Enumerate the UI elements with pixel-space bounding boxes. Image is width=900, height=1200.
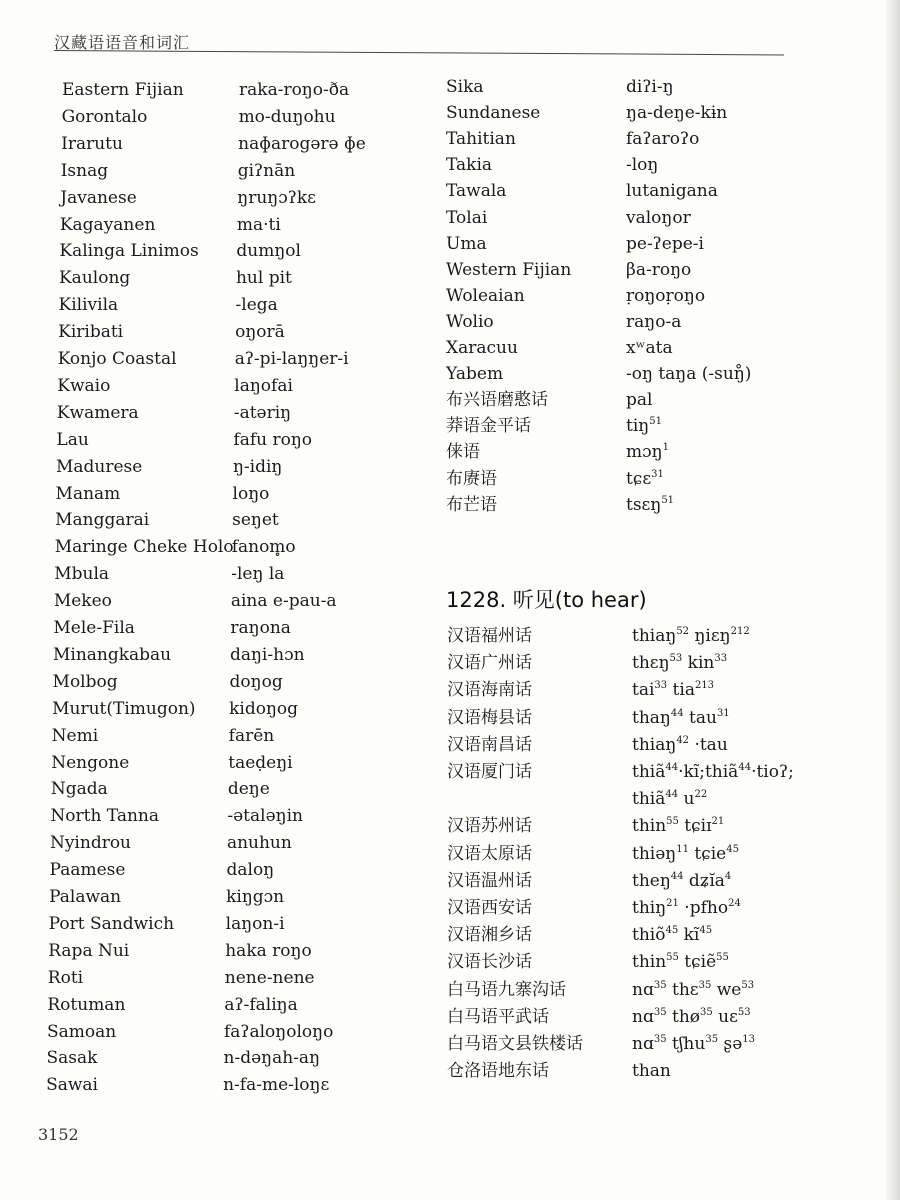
entry-row <box>447 898 741 918</box>
language-name: Rotuman <box>47 994 126 1015</box>
word-form: fanom̥o <box>231 537 296 558</box>
entry-row <box>55 456 283 477</box>
word-form: pal <box>626 390 653 411</box>
word-form: ŋ-idiŋ <box>232 456 283 477</box>
language-name: Xaracuu <box>446 338 518 358</box>
word-form: tɕɛ$^{31}$ <box>626 468 664 489</box>
entry-row <box>447 843 739 864</box>
word-form: ma·ti <box>236 214 281 235</box>
word-form: giʔnān <box>237 160 296 181</box>
word-form: thin$^{55}$ tɕiɪ$^{21}$ <box>632 816 725 837</box>
entry-row <box>57 375 293 396</box>
word-form: ṛoŋoṛoŋo <box>626 285 706 306</box>
entry-row <box>446 311 682 332</box>
entry-row <box>48 940 312 961</box>
language-name: Murut(Timugon) <box>52 698 196 719</box>
language-name: Ngada <box>50 779 108 800</box>
word-form: ŋruŋɔʔkɛ <box>237 187 316 208</box>
word-form: daŋi-hɔn <box>229 644 305 665</box>
entry-row <box>447 952 729 973</box>
word-form: n-fa-me-loŋɛ <box>223 1075 330 1096</box>
word-form: n-dəŋah-aŋ <box>223 1048 321 1069</box>
language-name: 汉语苏州话 <box>447 816 532 837</box>
language-name: 汉语湘乡话 <box>447 925 532 946</box>
entry-row <box>47 967 315 988</box>
entry-row <box>446 285 706 306</box>
word-form: seŋet <box>232 510 279 531</box>
entry-row <box>447 925 713 946</box>
entry-row <box>447 816 725 837</box>
language-name: Tolai <box>446 207 488 228</box>
word-form: raŋo-a <box>626 311 682 332</box>
entry-row <box>58 295 278 316</box>
language-name: Kagayanen <box>59 214 156 235</box>
language-name: 布兴语磨憨话 <box>446 390 548 411</box>
entry-row <box>446 338 673 358</box>
entry-row <box>60 160 296 181</box>
entry-row <box>54 537 296 558</box>
language-name: Kwamera <box>56 402 139 423</box>
word-form: kidoŋog <box>229 698 299 719</box>
word-form: aʔ-pi-laŋŋer-i <box>234 349 349 369</box>
language-name: 汉语长沙话 <box>447 952 532 973</box>
language-name: Western Fijian <box>446 259 572 280</box>
language-name: Nyindrou <box>49 833 132 854</box>
language-name: 汉语梅县话 <box>447 707 532 728</box>
word-form: thiõ$^{45}$ $kĩ^{45}$ <box>632 925 713 946</box>
word-form: oŋorā <box>235 322 285 343</box>
language-name: Palawan <box>49 887 122 907</box>
language-name: Gorontalo <box>61 106 148 127</box>
language-name: Lau <box>56 429 89 450</box>
language-name: 汉语西安话 <box>447 898 532 918</box>
word-form: -ətaləŋin <box>227 806 303 827</box>
language-name: 汉语海南话 <box>447 680 532 701</box>
entry-row <box>446 494 675 515</box>
word-form: theŋ$^{44}$ dʑĭa$^4$ <box>632 870 732 891</box>
word-form: valoŋor <box>626 207 691 228</box>
language-name: Kaulong <box>58 268 131 289</box>
language-name: 白马语平武话 <box>447 1006 549 1027</box>
entry-row <box>447 762 794 782</box>
word-form: laŋofai <box>234 375 293 396</box>
entry-row <box>46 1048 321 1069</box>
language-name: Yabem <box>446 364 504 385</box>
word-form: nɑ$^{35}$ tʃhu$^{35}$ ʂə$^{13}$ <box>632 1034 755 1054</box>
word-form: mo-duŋohu <box>238 106 336 127</box>
word-form: xʷata <box>626 338 673 358</box>
language-name: Mekeo <box>53 591 112 612</box>
word-form: dumŋol <box>236 241 301 262</box>
entry-row <box>47 994 298 1015</box>
language-name: Kwaio <box>57 375 111 396</box>
language-name: 汉语太原话 <box>447 843 532 864</box>
word-form: βa-roŋo <box>626 259 692 280</box>
word-form: -oŋ taŋa (-suŋ̊) <box>626 364 752 385</box>
entry-row <box>447 870 732 891</box>
entry-row <box>447 707 730 728</box>
entry-row <box>446 181 718 202</box>
word-form: faʔaloŋoloŋo <box>223 1021 334 1042</box>
entry-row <box>53 618 291 638</box>
language-name: Manggarai <box>55 510 150 531</box>
entry-row <box>50 779 270 800</box>
entry-row <box>52 671 283 692</box>
word-form: thin$^{55}$ tɕiẽ$^{55}$ <box>632 952 729 973</box>
entry-row <box>46 1021 334 1042</box>
language-name: Samoan <box>46 1021 117 1042</box>
word-form: anuhun <box>226 833 292 854</box>
language-name: Minangkabau <box>52 644 172 665</box>
word-form: thɛŋ$^{53}$ kin$^{33}$ <box>632 653 728 674</box>
word-form: laŋon-i <box>225 913 285 934</box>
language-name: 莽语金平话 <box>446 416 531 437</box>
language-name: Molbog <box>52 671 118 692</box>
entry-row <box>58 268 292 289</box>
word-form: raka-roŋo-ða <box>239 80 350 100</box>
word-form: kiŋgɔn <box>226 887 285 907</box>
entry-row <box>62 80 350 100</box>
word-form: doŋog <box>229 671 283 692</box>
language-name: 布芒语 <box>446 494 497 515</box>
language-name: 汉语厦门话 <box>447 762 532 782</box>
language-name: Kiribati <box>58 322 124 343</box>
word-form: tai$^{33}$ tia$^{213}$ <box>632 680 715 701</box>
language-name: Woleaian <box>446 285 525 306</box>
page-number: 3152 <box>38 1125 79 1144</box>
word-form: haka roŋo <box>225 940 312 961</box>
entry-row <box>56 402 292 423</box>
language-name: 白马语九寨沟话 <box>447 979 566 1000</box>
word-form: -lega <box>235 295 278 316</box>
entry-row <box>48 913 285 934</box>
word-form: -leŋ la <box>231 564 285 585</box>
section-title: 1228. 听见(to hear) <box>446 588 647 612</box>
entry-row <box>446 129 700 150</box>
word-form: thiaŋ$^{52}$ ŋiɛŋ$^{212}$ <box>632 626 750 646</box>
word-form: deŋe <box>227 779 270 800</box>
word-form: diʔi-ŋ <box>626 77 674 97</box>
word-form: aʔ-faliŋa <box>224 994 298 1015</box>
word-form: fafu roŋo <box>233 429 313 450</box>
language-name: Maringe Cheke Holo <box>54 537 234 558</box>
word-form: tsɛŋ$^{51}$ <box>626 494 675 515</box>
language-name: 汉语广州话 <box>447 653 532 674</box>
language-name: 俫语 <box>446 442 480 463</box>
word-form: nɑ$^{35}$ thɛ$^{35}$ $we^{53}$ <box>632 979 755 1000</box>
entry-row <box>446 390 653 411</box>
language-name: Takia <box>446 155 493 176</box>
language-name: Roti <box>47 967 84 988</box>
entry-row <box>447 1034 755 1054</box>
word-form: thiŋ$^{21}$ ·pfho$^{24}$ <box>632 898 741 918</box>
language-name: Manam <box>55 483 121 504</box>
entry-row <box>56 429 313 450</box>
language-name: 汉语温州话 <box>447 870 532 891</box>
language-name: 仓洛语地东话 <box>447 1061 549 1082</box>
entry-row <box>446 77 674 97</box>
entry-row <box>446 364 752 385</box>
word-form: nɑ$^{35}$ thø$^{35}$ uɛ$^{53}$ <box>632 1006 751 1027</box>
entry-row <box>447 653 728 674</box>
language-name: Eastern Fijian <box>62 80 184 100</box>
entry-row <box>447 1061 671 1082</box>
entry-row <box>446 259 692 280</box>
entry-row <box>447 979 755 1000</box>
language-name: North Tanna <box>50 806 159 827</box>
word-form: thiaŋ$^{42}$ ·tau <box>632 734 728 755</box>
language-name: Wolio <box>446 311 494 332</box>
language-name: Sasak <box>46 1048 98 1069</box>
language-name: Konjo Coastal <box>57 349 177 369</box>
entry-row <box>59 214 281 235</box>
word-form: raŋona <box>230 618 291 638</box>
entry-row <box>446 155 659 176</box>
entry-row <box>446 103 728 124</box>
word-form: thiã$^{44}$·kĩ;thiã$^{44}$·tioʔ; <box>632 762 794 782</box>
entry-row <box>57 349 349 369</box>
language-name: Uma <box>446 233 487 254</box>
entry-row <box>58 322 285 343</box>
language-name: Javanese <box>60 187 137 208</box>
word-form: faʔaroʔo <box>626 129 700 150</box>
entry-row <box>59 241 301 262</box>
entry-row <box>60 187 316 208</box>
word-form: loŋo <box>232 483 270 504</box>
word-form: farēn <box>228 725 275 746</box>
entry-row <box>446 468 664 489</box>
entry-row <box>446 416 662 437</box>
entry-row <box>52 698 299 719</box>
word-form: thiã$^{44}$ $u^{22}$ <box>632 789 708 810</box>
language-name: Nemi <box>51 725 99 746</box>
language-name: Madurese <box>55 456 143 477</box>
language-name: Sundanese <box>446 103 541 124</box>
word-form: ŋa-deŋe-kɨn <box>626 103 728 124</box>
entry-row <box>447 626 750 646</box>
language-name: Isnag <box>60 160 109 181</box>
word-form: pe-ʔepe-i <box>626 233 704 254</box>
language-name: Mele-Fila <box>53 618 135 638</box>
word-form: -loŋ <box>626 155 659 176</box>
language-name: Tahitian <box>446 129 516 150</box>
entry-row <box>55 483 270 504</box>
entry-row <box>55 510 279 531</box>
language-name: Irarutu <box>61 133 123 154</box>
entry-row <box>61 133 366 154</box>
word-form: -atəriŋ <box>233 402 292 423</box>
entry-row <box>447 680 715 701</box>
language-name: 汉语福州话 <box>447 626 532 646</box>
entry-row <box>61 106 336 127</box>
entry-row <box>52 644 305 665</box>
word-form: nene-nene <box>224 967 315 988</box>
entry-row <box>50 806 303 827</box>
entry-row <box>446 442 669 463</box>
running-header: 汉藏语语音和词汇 <box>54 33 191 52</box>
entry-row <box>49 887 285 907</box>
language-name: Nengone <box>51 752 130 773</box>
word-form: thiəŋ$^{11}$ tɕie$^{45}$ <box>632 843 739 864</box>
entry-row <box>446 233 704 254</box>
language-name: Paamese <box>49 860 126 881</box>
word-form: lutanigana <box>626 181 718 202</box>
entry-row <box>447 734 728 755</box>
language-name: Tawala <box>446 181 507 202</box>
word-form: tiŋ$^{51}$ <box>626 416 662 437</box>
word-form: daloŋ <box>226 860 275 881</box>
language-name: Sawai <box>46 1075 98 1096</box>
entry-row <box>54 564 285 585</box>
word-form: taeḍeŋi <box>228 752 293 773</box>
word-form: than <box>632 1061 671 1082</box>
language-name: Kilivila <box>58 295 119 316</box>
language-name: 布赓语 <box>446 468 497 489</box>
language-name: Mbula <box>54 564 110 585</box>
language-name: 汉语南昌话 <box>447 734 532 755</box>
language-name: 白马语文县铁楼话 <box>447 1034 583 1054</box>
word-form: naɸarogərə ɸe <box>238 133 366 154</box>
language-name: Sika <box>446 77 484 97</box>
page-edge-shadow <box>886 0 900 1200</box>
word-form: thaŋ$^{44}$ tau$^{31}$ <box>632 707 730 728</box>
entry-row <box>51 752 293 773</box>
language-name: Kalinga Linimos <box>59 241 199 262</box>
language-name: Port Sandwich <box>48 913 175 934</box>
entry-row <box>446 207 691 228</box>
language-name: Rapa Nui <box>48 940 130 961</box>
word-form: aina e-pau-a <box>230 591 337 612</box>
entry-row <box>46 1075 330 1096</box>
entry-row <box>51 725 275 746</box>
entry-row <box>447 1006 751 1027</box>
word-form: mɔŋ$^1$ <box>626 442 669 463</box>
entry-row <box>49 833 292 854</box>
word-form: hul pit <box>235 268 292 289</box>
entry-row <box>53 591 337 612</box>
entry-row <box>49 860 275 881</box>
